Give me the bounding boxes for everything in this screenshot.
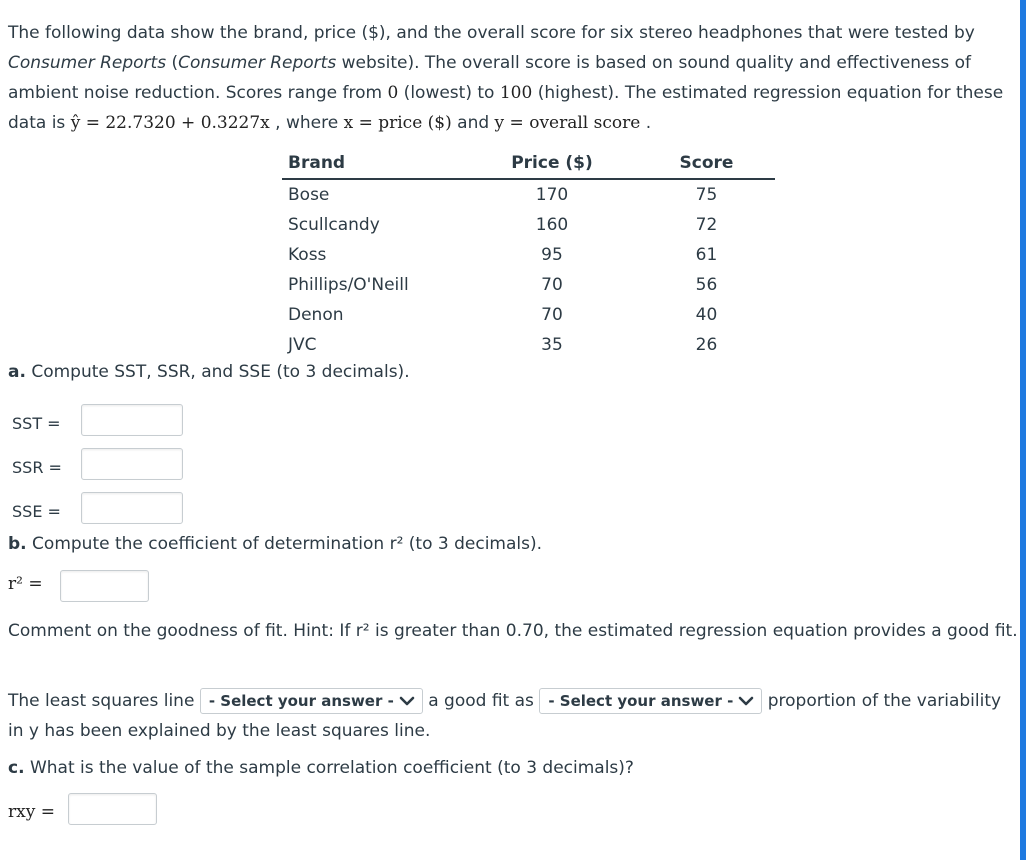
intro-text-1: The following data show the brand, price ($), and the overall score for six stereo headphones that were tested by xyxy=(8,23,975,43)
source-name: Consumer Reports xyxy=(8,53,167,73)
proportion-select[interactable]: - Select your answer - xyxy=(539,688,762,714)
part-b-question: b. Compute the coefficient of determination r² (to 3 decimals). xyxy=(8,534,543,554)
table-row: Koss 95 61 xyxy=(288,245,718,265)
problem-intro: The following data show the brand, price ($), and the overall score for six stereo headphones that were tested by Consumer Reports (Consumer Reports website). The overall score is based on sound quality and effectiveness of ambient noise reduction. Scores range from 0 (lowest) to 100 (highest). The estimated regression equation for these data is ŷ = 22.7320 + 0.3227x , where x = price ($) and y = overall score . xyxy=(8,23,1004,133)
y-definition: y = overall score xyxy=(494,113,641,133)
headphones-table xyxy=(282,150,775,360)
table-row: Phillips/O'Neill 70 56 xyxy=(288,275,718,295)
table-row: Bose 170 75 xyxy=(288,185,718,205)
goodness-of-fit-hint: Comment on the goodness of fit. Hint: If r² is greater than 0.70, the estimated regression equation provides a good fit. xyxy=(8,621,1018,641)
fit-sentence: The least squares line - Select your answer - a good fit as - Select your answer - proportion of the variability in y has been explained by the least squares line. xyxy=(8,686,1018,746)
ssr-input[interactable] xyxy=(81,448,183,480)
ssr-label: SSR = xyxy=(12,458,62,477)
table-row: Scullcandy 160 72 xyxy=(288,215,718,235)
score-max: 100 xyxy=(499,83,533,103)
part-a-question: a. Compute SST, SSR, and SSE (to 3 decimals). xyxy=(8,362,410,382)
header-score: Score xyxy=(638,150,775,179)
chevron-down-icon xyxy=(398,690,416,712)
chevron-down-icon xyxy=(737,690,755,712)
regression-equation: ŷ = 22.7320 + 0.3227x xyxy=(70,113,270,133)
sst-input[interactable] xyxy=(81,404,183,436)
window-edge-bar xyxy=(1020,0,1026,860)
intro-text-2: website). The overall score is based on sound quality and effectiveness of ambient noise reduction. Scores range from xyxy=(8,53,972,103)
header-brand: Brand xyxy=(282,150,466,179)
r-squared-input[interactable] xyxy=(60,570,149,602)
sse-input[interactable] xyxy=(81,492,183,524)
sse-label: SSE = xyxy=(12,502,61,521)
fit-select[interactable]: - Select your answer - xyxy=(200,688,423,714)
sst-label: SST = xyxy=(12,414,61,433)
part-c-question: c. What is the value of the sample correlation coefficient (to 3 decimals)? xyxy=(8,758,634,778)
x-definition: x = price ($) xyxy=(343,113,452,133)
score-min: 0 xyxy=(387,83,399,103)
table-row: Denon 70 40 xyxy=(288,305,718,325)
source-name-2: Consumer Reports xyxy=(178,53,337,73)
rxy-input[interactable] xyxy=(68,793,157,825)
rxy-label: rxy = xyxy=(8,802,55,822)
table-header-row xyxy=(282,150,775,179)
table-row: JVC 35 26 xyxy=(288,335,718,355)
r2-label: r² = xyxy=(8,574,43,594)
header-price: Price ($) xyxy=(466,150,638,179)
